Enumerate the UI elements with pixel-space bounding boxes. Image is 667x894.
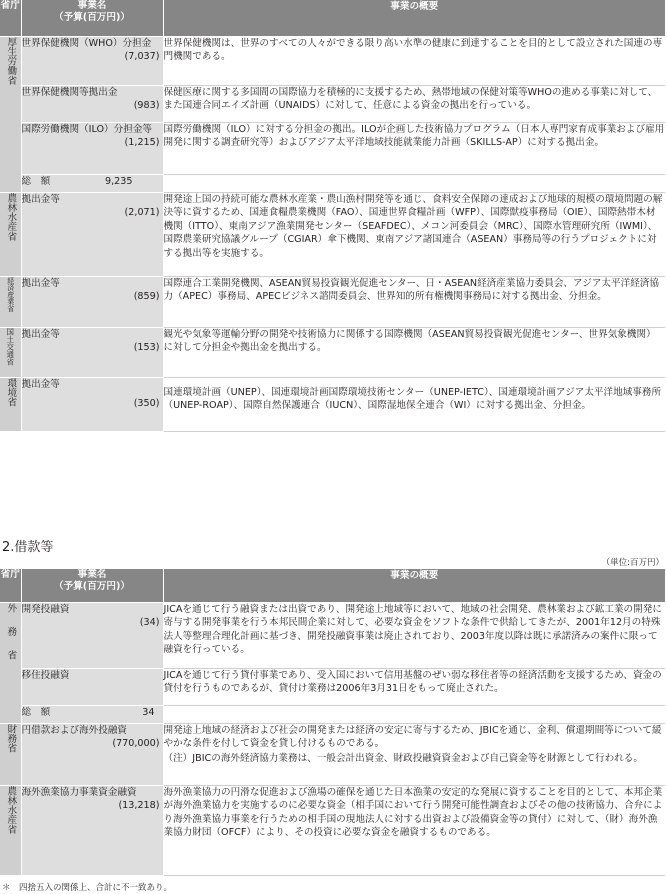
project-name-cell bbox=[21, 723, 163, 785]
project-amount: (983) bbox=[133, 100, 160, 112]
project-description: 保健医療に関する多国間の国際協力を積極的に支援するため、熱帯地域の保健対策等WHOの進める事業に対して、また国連合同エイズ計画（UNAIDS）に対して、任意による資金の拠出を行っている。 bbox=[163, 85, 665, 122]
project-name: 拠出金等 bbox=[21, 378, 60, 390]
project-description: 世界保健機関は、世界のすべての人々ができる限り高い水準の健康に到達することを目的として設立された国連の専門機関である。 bbox=[163, 36, 665, 85]
footnote: ＊ 四捨五入の関係上、合計に不一致あり。 bbox=[2, 883, 173, 893]
table-row bbox=[0, 377, 665, 431]
project-amount: (350) bbox=[133, 398, 160, 410]
project-description: 海外漁業協力の円滑な促進および漁場の確保を通じた日本漁業の安定的な発展に資することを目的として、本邦企業が海外漁業協力を実施するのに必要な資金（相手国において行う開発可能性調査およびその他の技術協力、合弁により海外漁業協力事業を行うための相手国の現地法人に対する出資および設備資金等の貸付）に対して、（財）海外漁業協力財団（OFCF）により、その投資に必要な資金を融資するものである。 bbox=[163, 785, 665, 875]
project-name-cell bbox=[21, 602, 163, 668]
project-name: 海外漁業協力事業資金融資 bbox=[21, 786, 137, 798]
ministry-label: 経済産業省 bbox=[6, 276, 15, 312]
project-amount: (7,037) bbox=[124, 51, 160, 63]
ministry-cell bbox=[0, 602, 21, 723]
ministry-label: 国土交通省 bbox=[5, 327, 15, 365]
project-name-cell bbox=[21, 785, 163, 875]
ministry-label: 財務省 bbox=[5, 723, 17, 753]
table-loans bbox=[0, 569, 665, 876]
table-row bbox=[0, 276, 665, 327]
project-name-cell bbox=[21, 276, 163, 327]
header-overview: 事業の概要 bbox=[163, 0, 665, 36]
project-name-cell bbox=[21, 377, 163, 431]
total-cell bbox=[21, 174, 163, 192]
project-amount: (153) bbox=[133, 342, 160, 354]
total-overview-empty bbox=[163, 705, 665, 723]
project-description: 観光や気象等運輸分野の開発や技術協力に関係する国際機関（ASEAN貿易投資観光促進センター、世界気象機関）に対して分担金や拠出金を拠出する。 bbox=[163, 327, 665, 377]
project-name-cell bbox=[21, 668, 163, 705]
ministry-label: 外務省 bbox=[5, 602, 17, 674]
project-name: 円借款および海外投融資 bbox=[21, 724, 128, 736]
project-name: 世界保健機関（WHO）分担金 bbox=[21, 37, 152, 49]
project-name-cell bbox=[21, 122, 163, 174]
ministry-cell bbox=[0, 36, 21, 192]
project-name: 世界保健機関等拠出金 bbox=[21, 86, 118, 98]
ministry-label: 農林水産省 bbox=[5, 192, 17, 241]
project-name-cell bbox=[21, 327, 163, 377]
project-amount: (1,215) bbox=[124, 137, 160, 149]
project-amount: (2,071) bbox=[124, 207, 160, 219]
project-amount: (859) bbox=[133, 291, 160, 303]
total-cell bbox=[21, 705, 163, 723]
header-overview: 事業の概要 bbox=[163, 569, 665, 602]
project-amount: (34) bbox=[139, 617, 160, 629]
ministry-cell bbox=[0, 723, 21, 785]
unit-label: （単位:百万円） bbox=[601, 558, 664, 568]
total-row bbox=[0, 705, 665, 723]
project-name-cell bbox=[21, 36, 163, 85]
project-amount: (770,000) bbox=[112, 738, 160, 750]
table-row bbox=[0, 85, 665, 122]
project-name: 開発投融資 bbox=[21, 603, 70, 615]
table-row bbox=[0, 36, 665, 85]
ministry-cell bbox=[0, 276, 21, 327]
ministry-cell bbox=[0, 377, 21, 431]
project-description: 開発途上国の持続可能な農林水産業・農山漁村開発等を通じ、食料安全保障の達成および地球的規模の環境問題の解決等に資するため、国連食糧農業機関（FAO）、国連世界食糧計画（WFP）、国際獣疫事務局（OIE）、国際熱帯木材機関（ITTO）、東南アジア漁業開発センター（SEAFDEC）、メコン河委員会（MRC）、国際水管理研究所（IWMI）、国際農業研究協議グループ（CGIAR）傘下機関、東南アジア諸国連合（ASEAN）事務局等の行うプロジェクトに対する拠出等を実施する。 bbox=[163, 192, 665, 276]
total-label: 総 額 bbox=[21, 175, 51, 187]
project-name: 国際労働機関（ILO）分担金等 bbox=[21, 123, 153, 135]
project-name: 移住投融資 bbox=[21, 669, 70, 681]
project-description-main: 開発途上地域の経済および社会の開発または経済の安定に寄与するため、JBICを通じ、金利、償還期間等について緩やかな条件を付して資金を貸し付けるものである。 bbox=[163, 724, 662, 750]
header-ministry: 省庁 bbox=[0, 569, 21, 602]
table-header bbox=[0, 569, 665, 602]
project-description: JICAを通じて行う融資または出資であり、開発途上地域等において、地域の社会開発、農林業および鉱工業の開発に寄与する開発事業を行う本邦民間企業に対して、必要な資金をソフトな条件で供給してきたが、2001年12月の特殊法人等整理合理化計画に基づき、開発投融資事業は廃止されており、2003年度以降は既に承諾済みの案件に限って融資を行っている。 bbox=[163, 602, 665, 668]
table-international-organizations bbox=[0, 0, 665, 432]
header-project: 事業名 （予算(百万円)） bbox=[21, 0, 163, 36]
project-description-note: （注）JBICの海外経済協力業務は、一般会計出資金、財政投融資資金および自己資金等を財源として行われる。 bbox=[163, 752, 643, 764]
section-title: 2.借款等 bbox=[2, 540, 54, 555]
total-value: 9,235 bbox=[105, 175, 133, 187]
table-row bbox=[0, 327, 665, 377]
project-amount: (13,218) bbox=[118, 800, 160, 812]
project-description: 国際連合工業開発機関、ASEAN貿易投資観光促進センター、日・ASEAN経済産業協力委員会、アジア太平洋経済協力（APEC）事務局、APECビジネス諮問委員会、世界知的所有権機関事務局に対する拠出金、分担金。 bbox=[163, 276, 665, 327]
header-ministry: 省庁 bbox=[0, 0, 21, 36]
total-row bbox=[0, 174, 665, 192]
ministry-cell bbox=[0, 785, 21, 875]
project-name-cell bbox=[21, 192, 163, 276]
table-row bbox=[0, 668, 665, 705]
project-description: 国際労働機関（ILO）に対する分担金の拠出。ILOが企画した技術協力プログラム（日本人専門家育成事業および雇用開発に関する調査研究等）およびアジア太平洋地域技能就業能力計画（SKILLS-AP）に対する拠出金。 bbox=[163, 122, 665, 174]
table-row bbox=[0, 192, 665, 276]
header-project: 事業名 （予算(百万円)） bbox=[21, 569, 163, 602]
project-name: 拠出金等 bbox=[21, 328, 60, 340]
table-row bbox=[0, 602, 665, 668]
total-value: 34 bbox=[142, 706, 155, 718]
project-name-cell bbox=[21, 85, 163, 122]
project-name: 拠出金等 bbox=[21, 193, 60, 205]
project-description: JICAを通じて行う貸付事業であり、受入国において信用基盤のぜい弱な移住者等の経済活動を支援するため、資金の貸付を行うものであるが、貸付け業務は2006年3月31日をもって廃止された。 bbox=[163, 668, 665, 705]
ministry-cell bbox=[0, 327, 21, 377]
project-description: 国連環境計画（UNEP）、国連環境計画国際環境技術センター（UNEP-IETC）、国連環境計画アジア太平洋地域事務所（UNEP-ROAP）、国際自然保護連合（IUCN）、国際湿地保全連合（WI）に対する拠出金、分担金。 bbox=[163, 377, 665, 431]
table-row bbox=[0, 723, 665, 785]
table-row bbox=[0, 785, 665, 875]
ministry-label: 厚生労働省 bbox=[5, 36, 17, 85]
ministry-label: 環境省 bbox=[5, 377, 17, 407]
total-label: 総 額 bbox=[21, 706, 51, 718]
ministry-label: 農林水産省 bbox=[5, 785, 17, 834]
project-name: 拠出金等 bbox=[21, 277, 60, 289]
table-row bbox=[0, 122, 665, 174]
table-header bbox=[0, 0, 665, 36]
total-overview-empty bbox=[163, 174, 665, 192]
ministry-cell bbox=[0, 192, 21, 276]
project-description bbox=[163, 723, 665, 785]
